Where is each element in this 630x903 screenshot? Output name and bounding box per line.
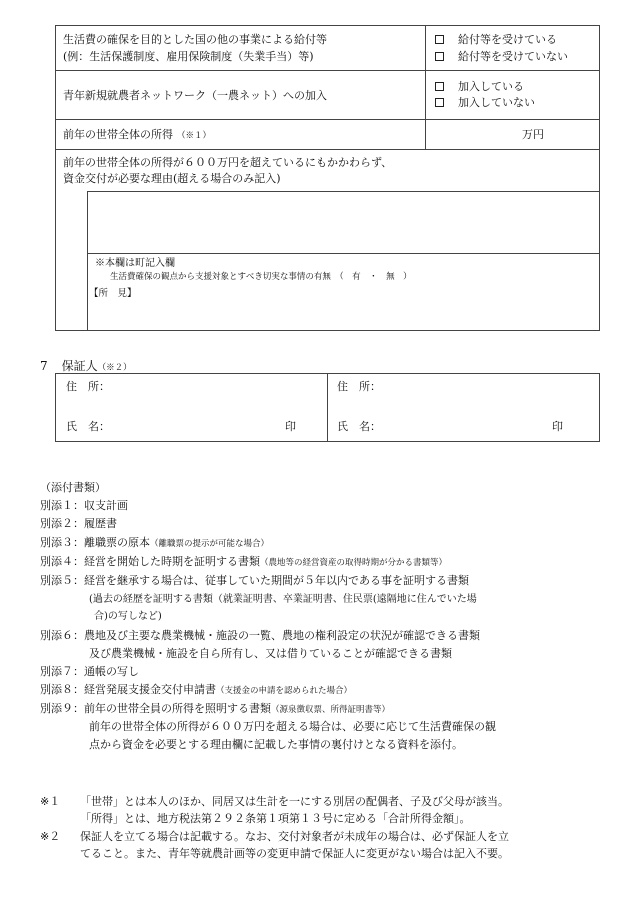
guarantor2-seal: 印: [552, 420, 563, 433]
checkbox[interactable]: [435, 82, 444, 91]
town-section-line: 生活費確保の観点から支援対象とすべき切実な事情の有無 （ 有 ・ 無 ）: [110, 272, 412, 282]
benefit-label-line1: 生活費の確保を目的とした国の他の事業による給付等: [63, 33, 327, 46]
attachment-8: 別添８：経営発展支援金交付申請書（支援金の申請を認められた場合）: [40, 683, 353, 696]
network-label: 青年新規就農者ネットワーク（一農ネット）への加入: [63, 89, 327, 102]
guarantor2-name-label: 氏 名：: [337, 420, 381, 433]
checkbox[interactable]: [435, 52, 444, 61]
footnote-1-mark: ※１: [40, 795, 61, 808]
benefit-label-line2: (例：生活保護制度、雇用保険制度（失業手当）等): [63, 50, 314, 63]
reason-line2: 資金交付が必要な理由(超える場合のみ記入): [63, 172, 281, 185]
reason-line1: 前年の世帯全体の所得が６００万円を超えているにもかかわらず、: [63, 156, 393, 169]
network-option-not-joined[interactable]: 加入していない: [435, 97, 535, 108]
attachment-3: 別添３：離職票の原本（離職票の提示が可能な場合）: [40, 536, 270, 549]
attachment-2: 別添２：履歴書: [40, 517, 117, 530]
attachment-5: 別添５：経営を継承する場合は、従事していた期間が５年以内である事を証明する書類: [40, 574, 469, 587]
attachment-9: 別添９：前年の世帯全員の所得を照明する書類（源泉徴収票、所得証明書等）: [40, 702, 391, 715]
benefit-option-not-receiving[interactable]: 給付等を受けていない: [435, 51, 568, 62]
guarantor1-name-label: 氏 名：: [66, 420, 110, 433]
attachment-9-detail-1: 前年の世帯全体の所得が６００万円を超える場合は、必要に応じて生活費確保の観: [89, 720, 496, 733]
town-opinion-label: 【所 見】: [89, 288, 137, 299]
attachment-6: 別添６：農地及び主要な農業機械・施設の一覧、農地の権利設定の状況が確認できる書類: [40, 629, 480, 642]
town-section-title: ※本欄は町記入欄: [95, 258, 175, 269]
guarantor1-seal: 印: [285, 420, 296, 433]
network-option-joined[interactable]: 加入している: [435, 81, 524, 92]
attachment-1: 別添１：収支計画: [40, 499, 128, 512]
guarantor1-address-label: 住 所：: [66, 380, 110, 393]
attachment-7: 別添７：通帳の写し: [40, 665, 139, 678]
attachment-5-detail-1: (過去の経歴を証明する書類（就業証明書、卒業証明書、住民票(遠隔地に住んでいた場: [89, 594, 477, 605]
checkbox[interactable]: [435, 35, 444, 44]
attachment-5-detail-2: 合)の写しなど): [94, 611, 162, 622]
checkbox[interactable]: [435, 98, 444, 107]
footnote-2-line2: てること。また、青年等就農計画等の変更申請で保証人に変更がない場合は記入不要。: [80, 847, 509, 860]
footnote-2-line1: 保証人を立てる場合は記載する。なお、交付対象者が未成年の場合は、必ず保証人を立: [80, 830, 509, 843]
attachments-heading: （添付書類）: [40, 481, 106, 494]
footnote-2-mark: ※２: [40, 830, 61, 843]
attachment-9-detail-2: 点から資金を必要とする理由欄に記載した事情の裏付けとなる資料を添付。: [89, 738, 463, 751]
attachment-4: 別添４：経営を開始した時期を証明する書類（農地等の経営資産の取得時期が分かる書類等）: [40, 555, 448, 568]
footnote-1-line2: 「所得」とは、地方税法第２９２条第１項第１３号に定める「合計所得金額」。: [80, 812, 471, 825]
benefit-option-receiving[interactable]: 給付等を受けている: [435, 34, 557, 45]
footnote-1-line1: 「世帯」とは本人のほか、同居又は生計を一にする別居の配偶者、子及び父母が該当。: [80, 795, 509, 808]
attachment-6-detail: 及び農業機械・施設を自ら所有し、又は借りていることが確認できる書類: [89, 647, 452, 660]
guarantor-heading: 7 保証人（※２）: [40, 359, 132, 373]
income-label: 前年の世帯全体の所得 （※１）: [63, 128, 212, 141]
guarantor2-address-label: 住 所：: [337, 380, 381, 393]
income-unit: 万円: [522, 128, 544, 141]
